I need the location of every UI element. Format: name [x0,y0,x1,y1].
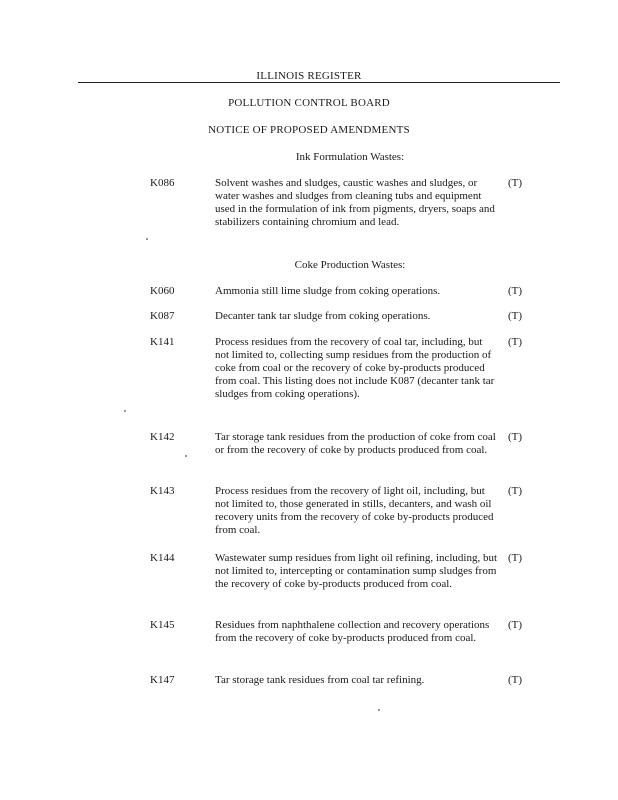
hazard-code: (T) [508,285,523,297]
waste-code: K143 [150,485,175,497]
waste-code: K141 [150,336,175,348]
waste-description: Ammonia still lime sludge from coking operations. [215,285,441,297]
waste-code: K147 [150,674,175,686]
hazard-code: (T) [508,310,523,322]
scan-speck [146,238,148,240]
hazard-code: (T) [508,674,523,686]
register-title: ILLINOIS REGISTER [256,70,362,82]
waste-code: K086 [150,177,175,189]
scan-speck [378,709,380,711]
waste-description: Process residues from the recovery of coal tar, including, but not limited to, collecting sump residues from the production of coke from coal or the recovery of coke by-products produced from coal. This listing does not include K087 (decanter tank tar sludges from coking operations). [215,336,495,400]
waste-description: Decanter tank tar sludge from coking operations. [215,310,431,322]
section-heading-coke: Coke Production Wastes: [294,259,406,271]
board-title: POLLUTION CONTROL BOARD [228,97,390,109]
notice-title: NOTICE OF PROPOSED AMENDMENTS [208,124,410,136]
hazard-code: (T) [508,619,523,631]
waste-code: K087 [150,310,175,322]
waste-code: K144 [150,552,175,564]
hazard-code: (T) [508,552,523,564]
waste-description: Residues from naphthalene collection and recovery operations from the recovery of coke by-products produced from coal. [215,619,490,644]
hazard-code: (T) [508,431,523,443]
waste-description: Process residues from the recovery of light oil, including, but not limited to, those generated in stills, decanters, and wash oil recovery units from the recovery of coke by-products produced from coal. [215,485,494,536]
waste-description: Tar storage tank residues from the production of coke from coal or from the recovery of coke by products produced from coal. [215,431,496,456]
hazard-code: (T) [508,336,523,348]
hazard-code: (T) [508,485,523,497]
waste-description: Tar storage tank residues from coal tar refining. [215,674,425,686]
hazard-code: (T) [508,177,523,189]
waste-description: Wastewater sump residues from light oil refining, including, but not limited to, intercepting or contamination sump sludges from the recovery of coke by-products produced from coal. [215,552,498,590]
waste-code: K142 [150,431,175,443]
section-heading-ink: Ink Formulation Wastes: [295,151,405,163]
waste-code: K060 [150,285,175,297]
waste-code: K145 [150,619,175,631]
waste-description: Solvent washes and sludges, caustic washes and sludges, or water washes and sludges from cleaning tubs and equipment used in the formulation of ink from pigments, dryers, soaps and stabilizers containing chromium and lead. [215,177,495,228]
scan-speck [185,455,187,457]
header-rule [78,82,560,83]
scan-speck [124,410,126,412]
